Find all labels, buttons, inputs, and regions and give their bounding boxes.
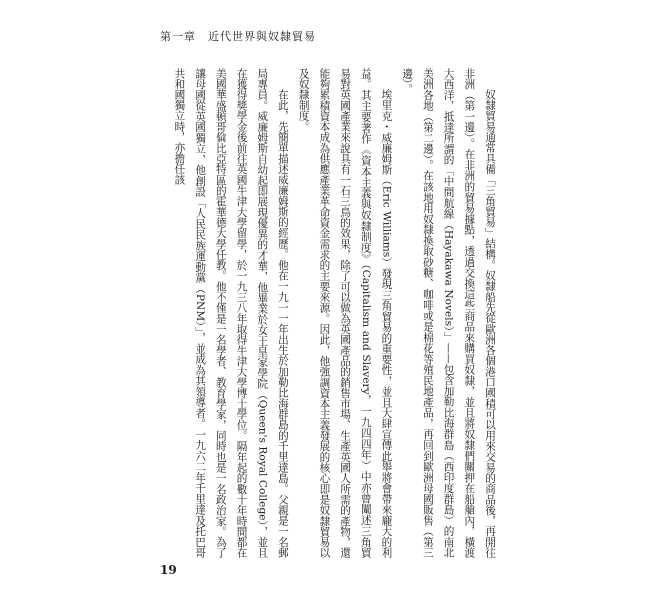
chapter-label: 第一章	[160, 30, 196, 43]
paragraph-triangular-trade: 奴隸貿易通常具備「三角貿易」結構。奴隸船先從歐洲各個港口國積可以用來交易的商品後，再開往非洲（第一邊）。在非洲的貿易據點，透過交換這些商品來購買奴隸，並且將奴隸們關押在船艙內，橫渡大西洋，抵達所謂的「中間航線（Hayakawa Novels）」——包含加勒比海群島（西印度群島）的南北美洲各地（第二邊）。在該地用奴隸換取砂糖、咖啡或是棉花等殖民地產品，再回到歐洲母國販售（第三邊）。	[401, 68, 496, 558]
running-header	[160, 28, 328, 44]
body-text	[148, 68, 500, 558]
chapter-title: 近代世界與奴隸貿易	[208, 30, 316, 43]
paragraph-williams-biography: 在此，先簡單描述威廉姆斯的經歷。他在一九一一年出生於加勒比海群島的千里達島。父親是一名郵局專員。威廉姆斯自幼起即展現優異的才華，他畢業於女王皇家學院（Queen's Royal College），並且在獲得獎學金後前往英國牛津大學留學，於一九三八年取得牛津大學博士學位。隔年起的數十年時間都在美國華盛頓哥倫比亞特區的霍華德大學任教。他不僅是一名學者、教育學家，同時也是一名政治家。為了讓母國從英國獨立，他創設「人民民族運動黨（PNM）」，並成為其領導者。一九六二年千里達及托巴哥共和國獨立時，亦擔任該	[173, 68, 289, 558]
paragraph-eric-williams: 埃里克・威廉姆斯（Eric Williams）發現三角貿易的重要性，並且大肆宣傳此舉將會帶來龐大的利益。其主要著作《資本主義與奴隸制度》（Capitalism and Slavery，一九四四年）中亦曾闡述三角貿易對英國產業來說具有一石三鳥的效果，除了可以做為英國產品的銷售市場、生產英國人所需的產物，還能夠累積資本成為供應產業革命資金需求的主要來源。因此，他強調資本主義發展的核心即是奴隸貿易以及奴隸制度。	[297, 68, 393, 558]
page-number: 19	[160, 563, 177, 577]
